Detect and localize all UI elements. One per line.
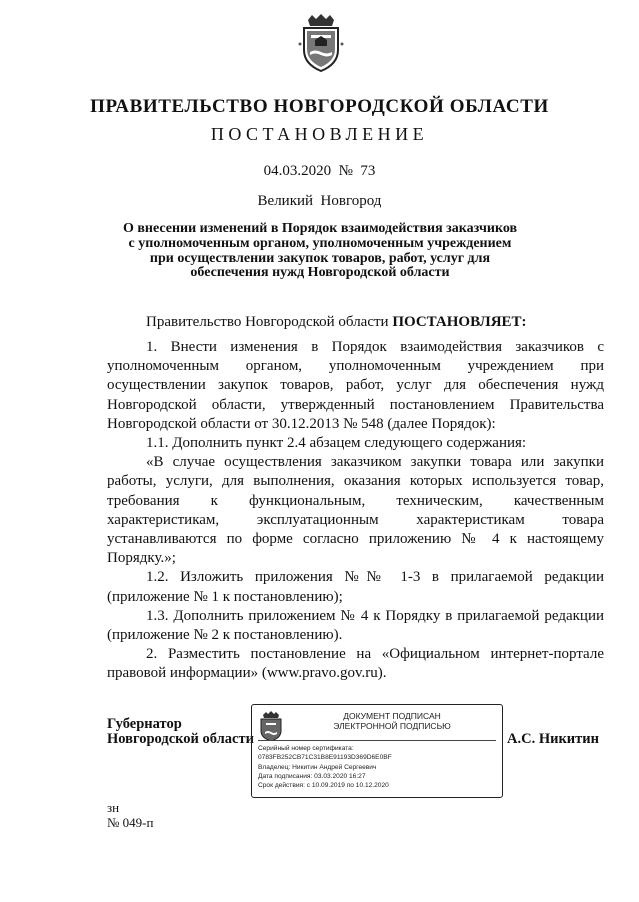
signatory-title-line2: Новгородской области — [107, 730, 254, 747]
lead-verb: ПОСТАНОВЛЯЕТ: — [392, 314, 527, 330]
stamp-heading — [292, 711, 492, 731]
signatory-name: А.С. Никитин — [507, 731, 599, 747]
paragraph-2: 2. Разместить постановление на «Официальном интернет-портале правовой информации» (www.pravo.gov.ru). — [107, 646, 604, 682]
stamp-signed-date: Дата подписания: 03.03.2020 16:27 — [258, 772, 366, 780]
date-and-number: 04.03.2020 № 73 — [263, 163, 376, 179]
stamp-heading-line1: ДОКУМЕНТ ПОДПИСАН — [343, 711, 441, 721]
document-subject: О внесении изменений в Порядок взаимодействия заказчиков с уполномоченным органом, уполномоченным учреждением при осуществлении закупок товаров, работ, услуг для обеспечения нужд Новгородской области — [122, 221, 518, 281]
stamp-cert-label: Серийный номер сертификата: — [258, 745, 354, 752]
city: Великий Новгород — [257, 193, 382, 209]
stamp-owner: Владелец: Никитин Андрей Сергеевич — [258, 763, 377, 771]
document-body — [107, 338, 604, 684]
stamp-heading-line2: ЭЛЕКТРОННОЙ ПОДПИСЬЮ — [333, 721, 451, 731]
document-footer — [107, 800, 153, 830]
registration-number: № 049-п — [107, 815, 154, 830]
paragraph-quote: «В случае осуществления заказчиком закупки товара или закупки работы, услуги, для выполнения, оказания которых используется товар, требования к функциональным, техническим, качественным характеристикам, эксплуатационным характеристикам товара устанавливаются по форме согласно приложению № 4 к настоящему Порядку.»; — [107, 454, 604, 567]
executor-initials: зн — [107, 800, 120, 815]
electronic-signature-stamp — [251, 704, 503, 798]
stamp-divider — [258, 740, 496, 741]
paragraph-1-1: 1.1. Дополнить пункт 2.4 абзацем следующего содержания: — [146, 435, 527, 452]
paragraph-1-3: 1.3. Дополнить приложением № 4 к Порядку в прилагаемой редакции (приложение № 2 к постановлению). — [107, 607, 604, 644]
coat-of-arms-icon — [298, 14, 344, 72]
signatory-title-line1: Губернатор — [107, 716, 182, 732]
lead-prefix: Правительство Новгородской области — [146, 314, 393, 330]
stamp-details — [258, 744, 392, 790]
paragraph-1-2: 1.2. Изложить приложения №№ 1-3 в прилагаемой редакции (приложение № 1 к постановлению); — [107, 569, 604, 605]
organization-title: ПРАВИТЕЛЬСТВО НОВГОРОДСКОЙ ОБЛАСТИ — [90, 96, 549, 117]
document-type: ПОСТАНОВЛЕНИЕ — [210, 124, 429, 144]
coat-of-arms-icon — [258, 711, 284, 741]
signatory-title — [107, 717, 254, 746]
paragraph-1: 1. Внести изменения в Порядок взаимодействия заказчиков с уполномоченным органом, уполномоченным учреждением при осуществлении закупок товаров, работ, услуг для обеспечения нужд Новгородской области, утвержденный постановлением Правительства Новгородской области от 30.12.2013 № 548 (далее Порядок): — [107, 339, 604, 432]
stamp-validity: Срок действия: с 10.09.2019 по 10.12.2020 — [258, 782, 389, 790]
stamp-cert-value: 0783FB252CB71C31B8E91193D369D6E0BF — [258, 754, 392, 762]
lead-sentence — [146, 314, 527, 331]
